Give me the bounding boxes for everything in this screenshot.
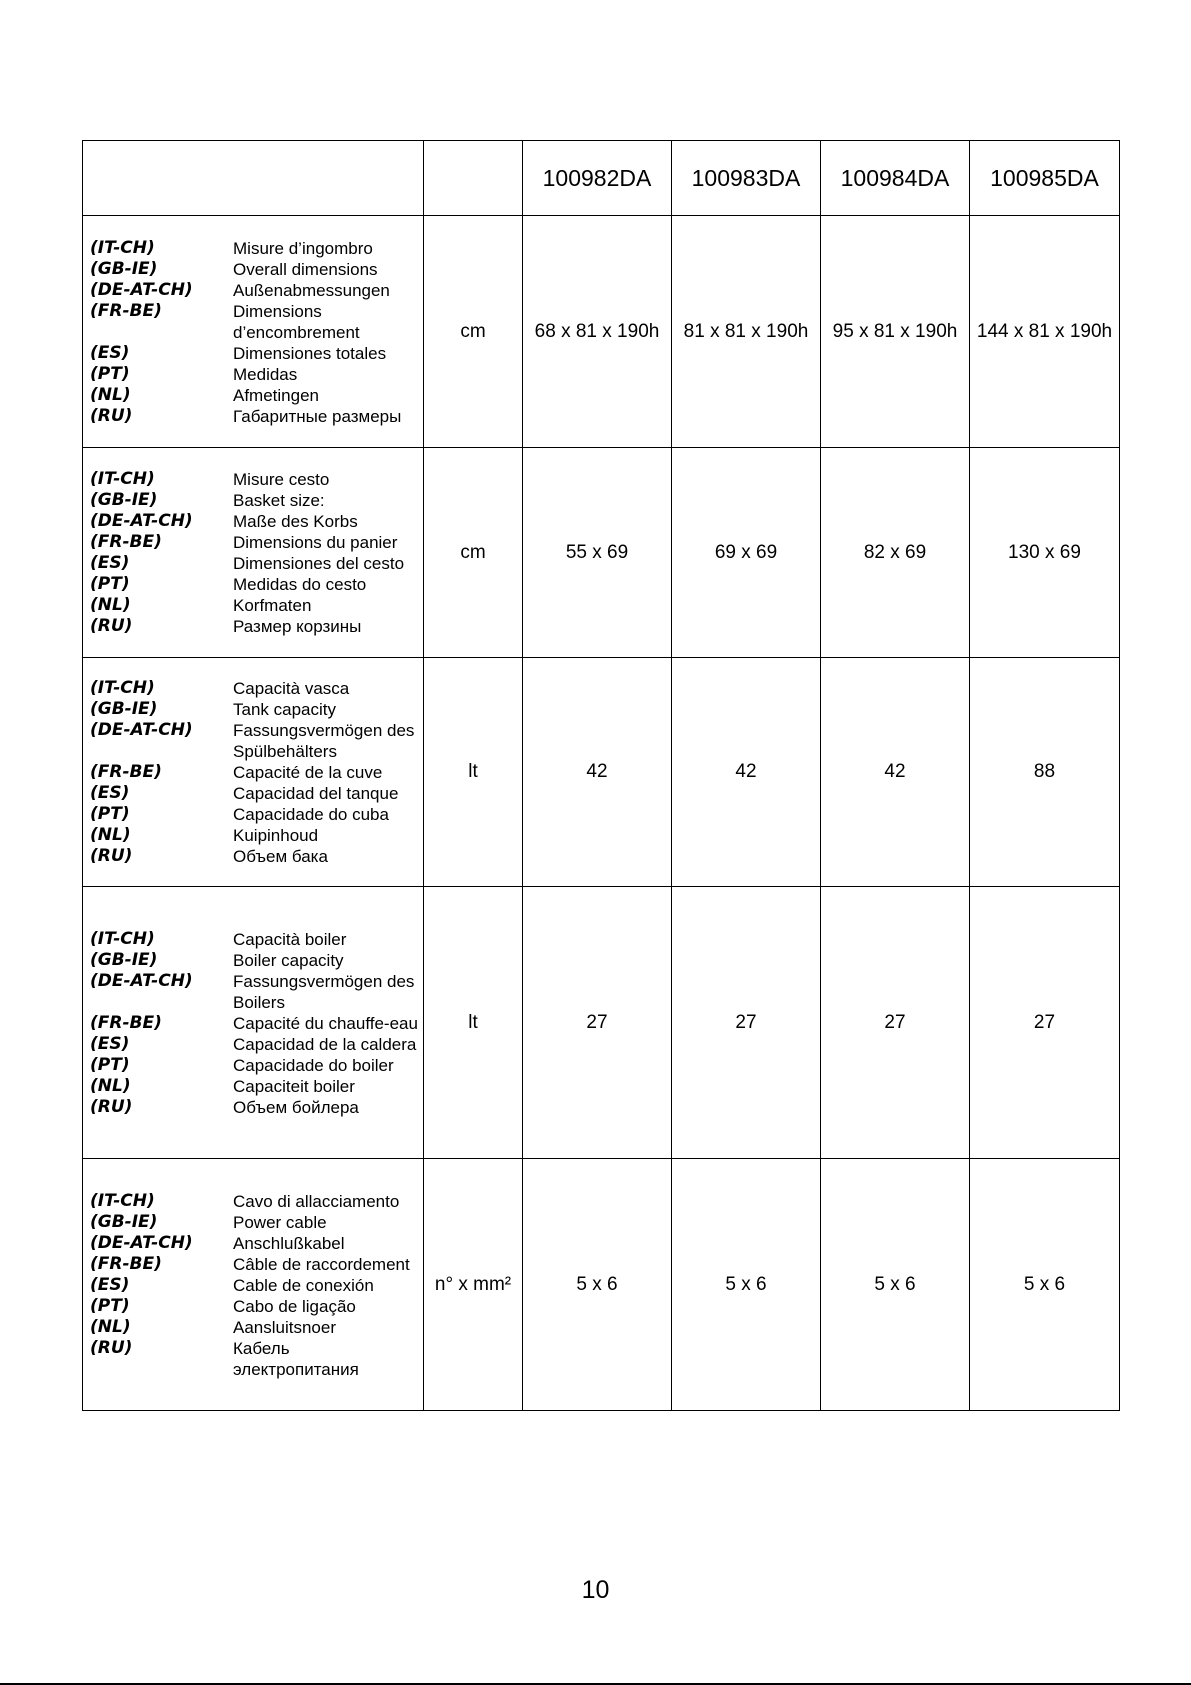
label-cell: [83, 216, 424, 448]
spec-row: [83, 1159, 1120, 1411]
language-entry: [90, 1296, 423, 1317]
language-code: (PT): [90, 574, 130, 594]
language-label: Misure cesto: [233, 470, 330, 489]
language-entry: [90, 280, 423, 301]
language-label: Cable de conexión: [233, 1275, 374, 1295]
language-label: Размер корзины: [233, 617, 362, 636]
language-code: (NL): [90, 595, 131, 615]
language-entry: [90, 553, 423, 574]
header-unit-cell: [424, 141, 523, 216]
language-entry: [90, 490, 423, 511]
label-cell: [83, 658, 424, 887]
spec-table: [82, 140, 1120, 1411]
language-label: Dimensiones del cesto: [233, 554, 405, 573]
language-label: Câble de raccordement: [233, 1254, 410, 1274]
language-code: (GB-IE): [90, 1211, 158, 1232]
language-code: (DE-AT-CH): [90, 970, 193, 991]
language-entry: [90, 804, 423, 825]
language-label: Misure d’ingombro: [233, 238, 373, 258]
language-code: (ES): [90, 553, 130, 573]
language-code: (DE-AT-CH): [90, 511, 193, 531]
value-cell: 130 x 69: [970, 448, 1120, 658]
language-entry: [90, 616, 423, 637]
value-cell: 27: [970, 887, 1120, 1159]
language-label: Dimensiones totales: [233, 343, 387, 363]
language-code: (PT): [90, 804, 130, 824]
unit-cell: n° x mm²: [424, 1159, 523, 1411]
language-entry: [90, 825, 423, 846]
language-code: (DE-AT-CH): [90, 279, 193, 300]
value-cell: 27: [672, 887, 821, 1159]
value-cell: 5 x 6: [672, 1159, 821, 1411]
value-cell: 42: [821, 658, 970, 887]
language-label: Capaciteit boiler: [233, 1076, 355, 1096]
language-code: (FR-BE): [90, 1012, 162, 1033]
language-entry: [90, 1191, 423, 1212]
language-entry: [90, 1212, 423, 1233]
language-label: Maße des Korbs: [233, 512, 358, 531]
language-label: Объем бака: [233, 847, 328, 866]
language-label: Anschlußkabel: [233, 1233, 345, 1253]
language-entry: [90, 532, 423, 553]
header-row: [83, 141, 1120, 216]
language-label: Capacidade do boiler: [233, 1055, 394, 1075]
language-code: (ES): [90, 1274, 130, 1295]
language-entry: [90, 699, 423, 720]
language-code: (RU): [90, 846, 133, 866]
language-label: Boiler capacity: [233, 950, 344, 970]
value-cell: 42: [672, 658, 821, 887]
value-cell: 27: [523, 887, 672, 1159]
language-entry: [90, 1076, 423, 1097]
language-code: (IT-CH): [90, 928, 155, 949]
language-entry: [90, 950, 423, 971]
language-code: (ES): [90, 1033, 130, 1054]
model-header: 100984DA: [821, 141, 970, 216]
language-code: (RU): [90, 616, 133, 636]
value-cell: 69 x 69: [672, 448, 821, 658]
unit-cell: cm: [424, 216, 523, 448]
language-entry: [90, 406, 423, 427]
language-label: Power cable: [233, 1212, 327, 1232]
language-code: (IT-CH): [90, 237, 155, 258]
language-code: (NL): [90, 825, 131, 845]
language-label: Габаритные размеры: [233, 406, 402, 426]
language-label: Capacité de la cuve: [233, 763, 383, 782]
unit-cell: cm: [424, 448, 523, 658]
language-code: (FR-BE): [90, 762, 162, 782]
value-cell: 82 x 69: [821, 448, 970, 658]
header-label-cell: [83, 141, 424, 216]
language-label: Fassungsvermögen des Spülbehälters: [233, 721, 415, 761]
language-label: Aansluitsnoer: [233, 1317, 337, 1337]
language-entry: [90, 238, 423, 259]
language-code: (IT-CH): [90, 469, 155, 489]
spec-row: [83, 216, 1120, 448]
language-label: Capacidad de la caldera: [233, 1034, 417, 1054]
language-code: (GB-IE): [90, 949, 158, 970]
language-label: Basket size:: [233, 491, 325, 510]
language-entry: [90, 720, 423, 762]
language-entry: [90, 783, 423, 804]
language-code: (RU): [90, 1096, 133, 1117]
language-entry: [90, 574, 423, 595]
language-code: (PT): [90, 1054, 130, 1075]
value-cell: 5 x 6: [523, 1159, 672, 1411]
value-cell: 88: [970, 658, 1120, 887]
language-label: Capacità vasca: [233, 679, 350, 698]
language-label: Cavo di allacciamento: [233, 1191, 400, 1211]
language-code: (IT-CH): [90, 678, 155, 698]
language-entry: [90, 846, 423, 867]
language-entry: [90, 301, 423, 343]
language-entry: [90, 1097, 423, 1118]
language-entry: [90, 1055, 423, 1076]
language-code: (RU): [90, 405, 133, 426]
language-entry: [90, 511, 423, 532]
language-code: (NL): [90, 384, 131, 405]
language-code: (FR-BE): [90, 300, 162, 321]
value-cell: 42: [523, 658, 672, 887]
value-cell: 95 x 81 x 190h: [821, 216, 970, 448]
language-label: Außenabmessungen: [233, 280, 390, 300]
language-entry: [90, 343, 423, 364]
language-label: Capacità boiler: [233, 929, 347, 949]
language-label: Dimensions du panier: [233, 533, 398, 552]
language-entry: [90, 469, 423, 490]
language-code: (IT-CH): [90, 1190, 155, 1211]
language-label: Кабель электропитания: [233, 1338, 359, 1379]
language-code: (GB-IE): [90, 258, 158, 279]
language-code: (FR-BE): [90, 532, 162, 552]
language-entry: [90, 259, 423, 280]
language-code: (ES): [90, 342, 130, 363]
language-label: Объем бойлера: [233, 1097, 359, 1117]
value-cell: 144 x 81 x 190h: [970, 216, 1120, 448]
language-entry: [90, 1275, 423, 1296]
language-entry: [90, 1233, 423, 1254]
model-header: 100985DA: [970, 141, 1120, 216]
label-cell: [83, 887, 424, 1159]
language-label: Medidas do cesto: [233, 575, 367, 594]
language-code: (PT): [90, 363, 130, 384]
spec-row: [83, 658, 1120, 887]
model-header: 100982DA: [523, 141, 672, 216]
language-code: (DE-AT-CH): [90, 1232, 193, 1253]
spec-body: [83, 216, 1120, 1411]
language-code: (DE-AT-CH): [90, 720, 193, 740]
unit-cell: lt: [424, 658, 523, 887]
value-cell: 5 x 6: [970, 1159, 1120, 1411]
spec-row: [83, 887, 1120, 1159]
language-label: Tank capacity: [233, 700, 336, 719]
language-label: Capacidade do cuba: [233, 805, 389, 824]
language-label: Capacidad del tanque: [233, 784, 399, 803]
value-cell: 55 x 69: [523, 448, 672, 658]
language-entry: [90, 364, 423, 385]
language-code: (GB-IE): [90, 699, 158, 719]
language-entry: [90, 1013, 423, 1034]
language-label: Capacité du chauffe-eau: [233, 1013, 418, 1033]
language-entry: [90, 971, 423, 1013]
language-label: Kuipinhoud: [233, 826, 319, 845]
language-label: Dimensions d’encombrement: [233, 301, 360, 342]
label-cell: [83, 448, 424, 658]
language-entry: [90, 1254, 423, 1275]
language-entry: [90, 1338, 423, 1380]
language-entry: [90, 1034, 423, 1055]
language-entry: [90, 678, 423, 699]
language-code: (GB-IE): [90, 490, 158, 510]
language-label: Overall dimensions: [233, 259, 378, 279]
language-entry: [90, 1317, 423, 1338]
model-header: 100983DA: [672, 141, 821, 216]
language-entry: [90, 385, 423, 406]
language-code: (NL): [90, 1075, 131, 1096]
language-entry: [90, 929, 423, 950]
language-code: (FR-BE): [90, 1253, 162, 1274]
language-code: (ES): [90, 783, 130, 803]
language-code: (NL): [90, 1316, 131, 1337]
label-cell: [83, 1159, 424, 1411]
value-cell: 27: [821, 887, 970, 1159]
language-label: Korfmaten: [233, 596, 312, 615]
language-code: (RU): [90, 1337, 133, 1358]
page-number: 10: [581, 1576, 610, 1604]
value-cell: 68 x 81 x 190h: [523, 216, 672, 448]
language-label: Medidas: [233, 364, 298, 384]
language-entry: [90, 595, 423, 616]
value-cell: 81 x 81 x 190h: [672, 216, 821, 448]
spec-row: [83, 448, 1120, 658]
language-code: (PT): [90, 1295, 130, 1316]
unit-cell: lt: [424, 887, 523, 1159]
language-entry: [90, 762, 423, 783]
value-cell: 5 x 6: [821, 1159, 970, 1411]
language-label: Fassungsvermögen des Boilers: [233, 971, 415, 1012]
language-label: Cabo de ligação: [233, 1296, 356, 1316]
language-label: Afmetingen: [233, 385, 319, 405]
